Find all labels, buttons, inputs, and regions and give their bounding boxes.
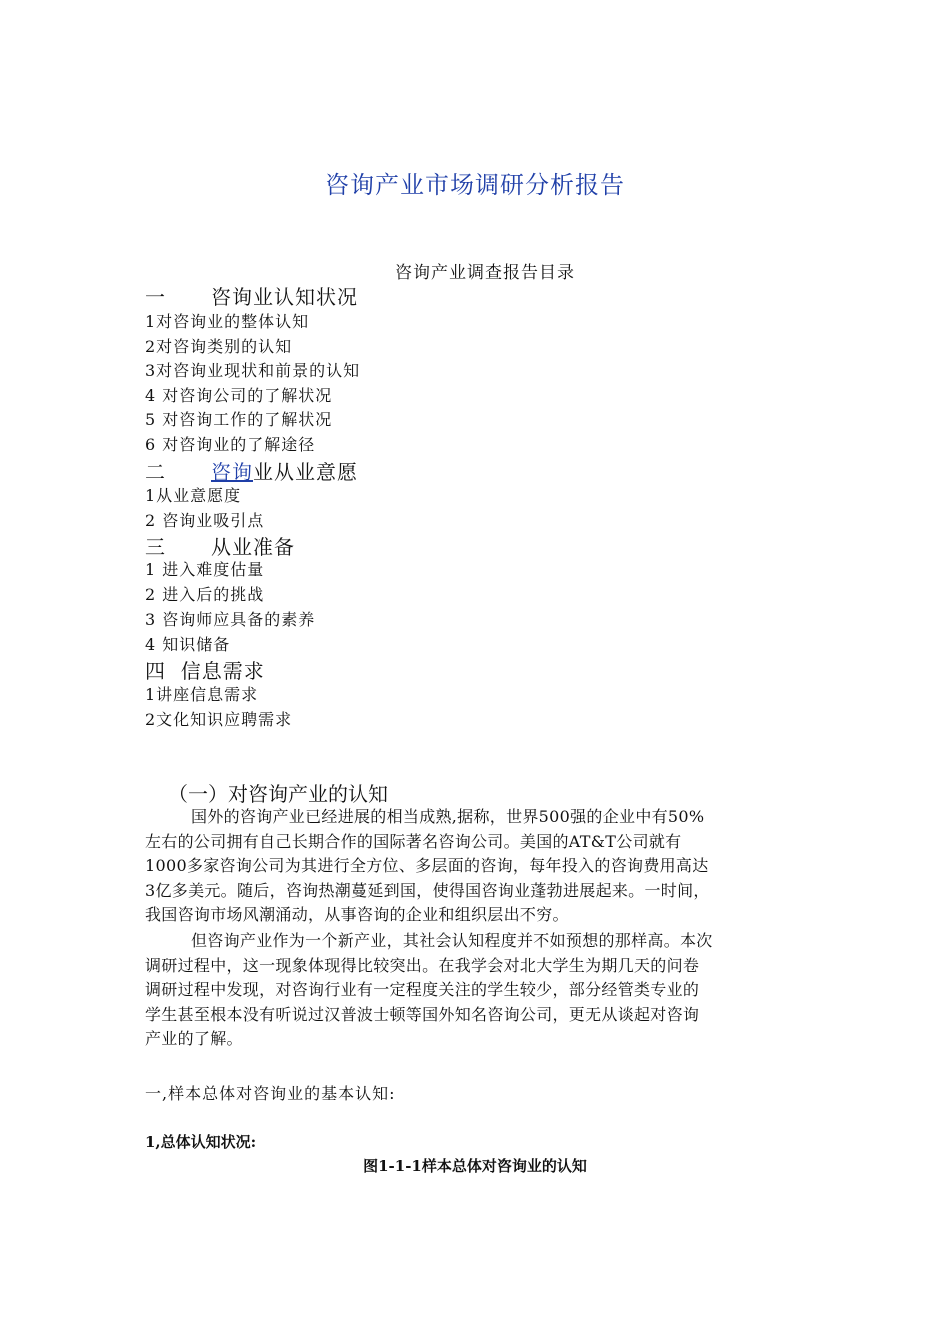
toc-section-label: 咨询业认知状况 <box>211 285 358 309</box>
toc-item: 2文化知识应聘需求 <box>145 710 293 729</box>
toc-section-4 <box>145 655 265 684</box>
toc-section-number: 四 <box>145 659 166 683</box>
toc-item: 1 进入难度估量 <box>145 560 265 579</box>
paragraph-line: 国外的咨询产业已经进展的相当成熟,据称，世界500强的企业中有50% <box>191 807 705 826</box>
toc-item: 6 对咨询业的了解途径 <box>145 435 316 454</box>
toc-item: 5 对咨询工作的了解状况 <box>145 410 333 429</box>
toc-section-label: 信息需求 <box>180 659 265 683</box>
document-title: 咨询产业市场调研分析报告 <box>325 171 625 199</box>
paragraph-line: 调研过程中发现，对咨询行业有一定程度关注的学生较少，部分经管类专业的 <box>145 980 700 1000</box>
toc-item: 1对咨询业的整体认知 <box>145 312 310 331</box>
toc-item: 1从业意愿度 <box>145 486 242 505</box>
toc-item: 2 咨询业吸引点 <box>145 511 265 530</box>
paragraph-line: 产业的了解。 <box>145 1029 243 1049</box>
paragraph-line: 我国咨询市场风潮涌动，从事咨询的企业和组织层出不穷。 <box>145 905 569 925</box>
section-heading: （一）对咨询产业的认知 <box>168 782 388 806</box>
paragraph-line: 3亿多美元。随后，咨询热潮蔓延到国，使得国咨询业蓬勃进展起来。一时间， <box>145 880 710 900</box>
paragraph-line: 学生甚至根本没有听说过汉普波士顿等国外知名咨询公司，更无从谈起对咨询 <box>145 1004 700 1024</box>
toc-section-label: 从业准备 <box>211 535 295 559</box>
toc-section-1 <box>145 281 358 310</box>
paragraph-line: 左右的公司拥有自己长期合作的国际著名咨询公司。美国的AT&T公司就有 <box>145 831 682 851</box>
toc-section-number: 三 <box>145 535 166 559</box>
paragraph-2 <box>145 929 825 1052</box>
toc-item: 1讲座信息需求 <box>145 685 259 704</box>
sample-heading: 一,样本总体对咨询业的基本认知: <box>145 1084 396 1103</box>
paragraph-line: 调研过程中，这一现象体现得比较突出。在我学会对北大学生为期几天的问卷 <box>145 955 700 975</box>
toc-section-number: 一 <box>145 285 166 309</box>
toc-section-number: 二 <box>145 460 166 484</box>
toc-section-2 <box>145 456 358 485</box>
toc-section-label: 业从业意愿 <box>253 460 358 484</box>
paragraph-line: 1000多家咨询公司为其进行全方位、多层面的咨询，每年投入的咨询费用高达 <box>145 856 709 876</box>
toc-item: 4 对咨询公司的了解状况 <box>145 386 333 405</box>
toc-item: 3对咨询业现状和前景的认知 <box>145 361 361 380</box>
toc-item: 2对咨询类别的认知 <box>145 337 293 356</box>
toc-section-link[interactable]: 咨询 <box>211 460 253 484</box>
toc-item: 4 知识储备 <box>145 635 231 654</box>
toc-section-3 <box>145 531 295 560</box>
paragraph-line: 但咨询产业作为一个新产业，其社会认知程度并不如预想的那样高。本次 <box>191 931 713 950</box>
paragraph-1 <box>145 805 825 928</box>
figure-caption: 图1-1-1样本总体对咨询业的认知 <box>363 1157 587 1175</box>
overall-heading: 1,总体认知状况: <box>145 1133 257 1151</box>
toc-item: 2 进入后的挑战 <box>145 585 265 604</box>
toc-item: 3 咨询师应具备的素养 <box>145 610 316 629</box>
toc-heading: 咨询产业调查报告目录 <box>395 263 575 283</box>
